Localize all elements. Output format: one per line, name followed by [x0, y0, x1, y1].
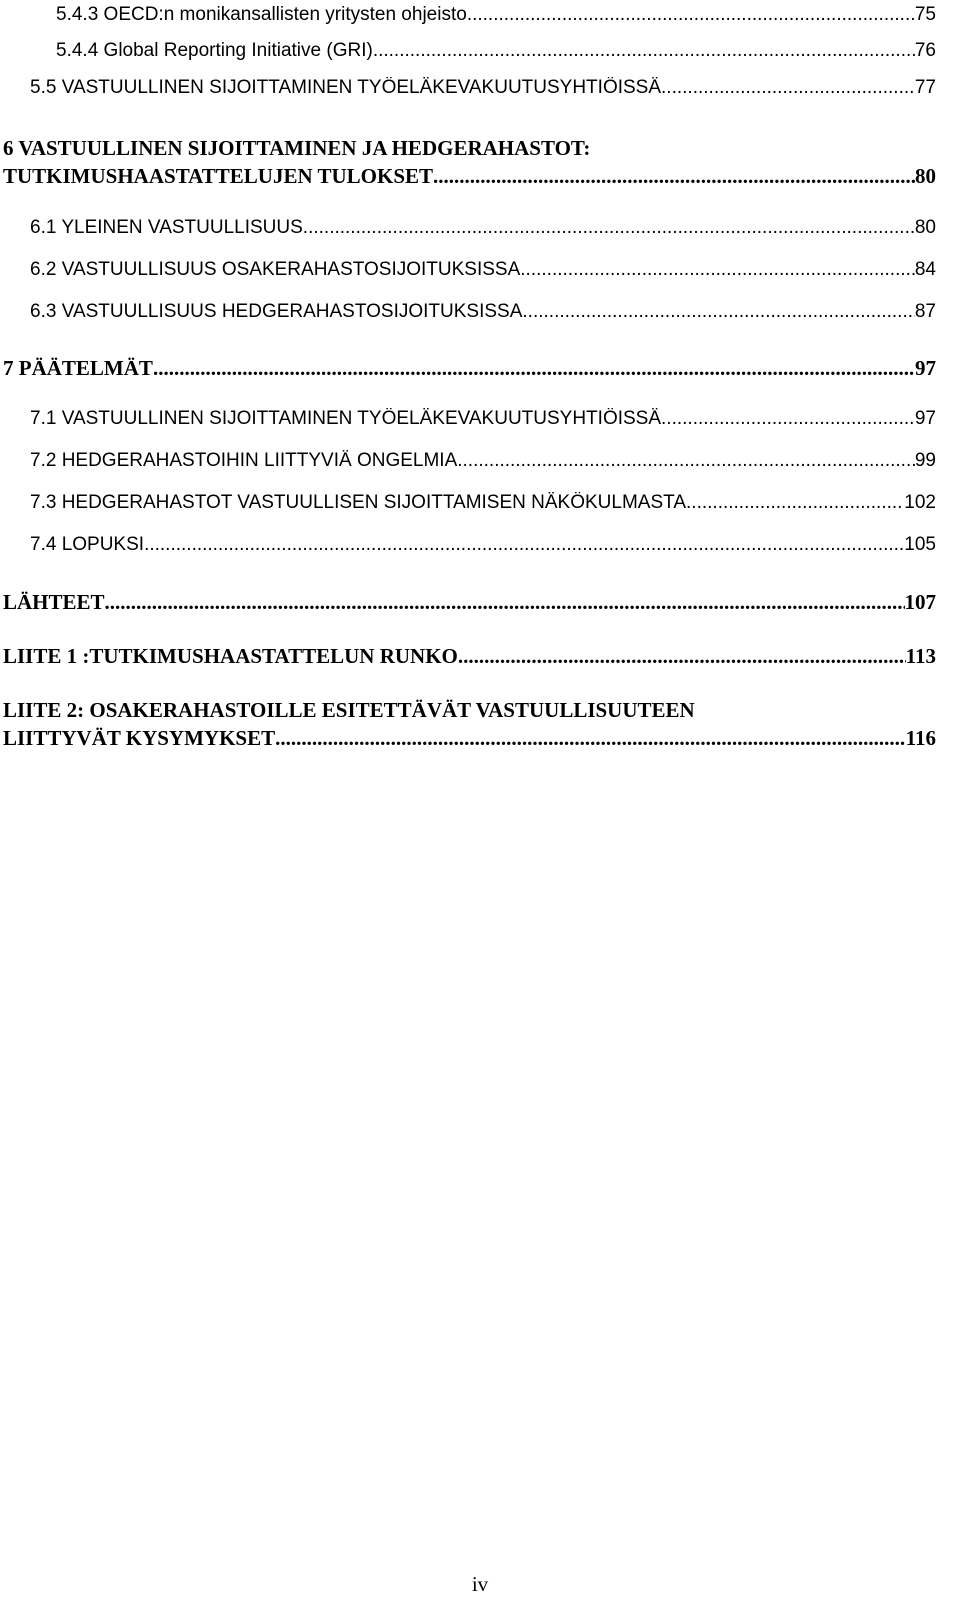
toc-entry-title: 5.4.4 Global Reporting Initiative (GRI): [56, 40, 373, 61]
toc-entry-page: 113: [905, 644, 936, 668]
toc-entry-6[interactable]: [3, 164, 936, 189]
toc-entry-liite-2[interactable]: [3, 726, 936, 751]
toc-entry-title: LÄHTEET: [3, 590, 105, 614]
toc-leader-dots: [520, 259, 915, 281]
toc-leader-dots: [457, 450, 915, 472]
toc-entry-page: 116: [905, 726, 936, 750]
toc-entry-6-2[interactable]: [30, 259, 936, 281]
toc-entry-title: 5.5 VASTUULLINEN SIJOITTAMINEN TYÖELÄKEVAKUUTUSYHTIÖISSÄ: [30, 77, 662, 98]
toc-leader-dots: [105, 590, 905, 615]
toc-entry-7[interactable]: [3, 356, 936, 381]
toc-entry-title: 6.2 VASTUULLISUUS OSAKERAHASTOSIJOITUKSISSA: [30, 259, 521, 280]
toc-entry-title: 7.2 HEDGERAHASTOIHIN LIITTYVIÄ ONGELMIA: [30, 450, 458, 471]
toc-entry-page: 107: [904, 590, 936, 614]
toc-entry-title: LIITE 1 :TUTKIMUSHAASTATTELUN RUNKO: [3, 644, 458, 668]
toc-leader-dots: [144, 534, 904, 556]
toc-entry-7-4[interactable]: [30, 534, 936, 556]
toc-entry-page: 77: [914, 77, 936, 98]
toc-leader-dots: [661, 77, 915, 99]
toc-chapter-6-title-line1: 6 VASTUULLINEN SIJOITTAMINEN JA HEDGERAHASTOT:: [3, 136, 591, 160]
toc-entry-page: 102: [904, 492, 936, 513]
toc-leader-dots: [467, 4, 915, 26]
toc-entry-title: 7.4 LOPUKSI: [30, 534, 145, 555]
toc-entry-liite-1[interactable]: [3, 644, 936, 669]
toc-leader-dots: [433, 164, 915, 189]
toc-entry-page: 99: [914, 450, 936, 471]
toc-entry-title: 7.1 VASTUULLINEN SIJOITTAMINEN TYÖELÄKEVAKUUTUSYHTIÖISSÄ: [30, 408, 662, 429]
toc-entry-5-4-4[interactable]: [56, 40, 936, 62]
toc-entry-7-3[interactable]: [30, 492, 936, 514]
toc-entry-page: 97: [915, 356, 936, 380]
toc-entry-title: LIITTYVÄT KYSYMYKSET: [3, 726, 276, 750]
toc-entry-7-2[interactable]: [30, 450, 936, 472]
toc-leader-dots: [661, 408, 915, 430]
toc-entry-page: 105: [904, 534, 936, 555]
toc-leader-dots: [522, 301, 914, 323]
toc-leader-dots: [458, 644, 906, 669]
toc-entry-title: 7 PÄÄTELMÄT: [3, 356, 153, 380]
toc-entry-page: 80: [914, 217, 936, 238]
toc-entry-title: 6.3 VASTUULLISUUS HEDGERAHASTOSIJOITUKSISSA: [30, 301, 523, 322]
toc-leader-dots: [303, 217, 915, 239]
toc-entry-title: 7.3 HEDGERAHASTOT VASTUULLISEN SIJOITTAMISEN NÄKÖKULMASTA: [30, 492, 687, 513]
toc-entry-title: TUTKIMUSHAASTATTELUJEN TULOKSET: [3, 164, 434, 188]
toc-leader-dots: [275, 726, 906, 751]
page-number: iv: [471, 1572, 489, 1596]
toc-leader-dots: [153, 356, 915, 381]
toc-entry-title: 5.4.3 OECD:n monikansallisten yritysten ohjeisto: [56, 4, 467, 25]
toc-entry-page: 76: [914, 40, 936, 61]
toc-entry-6-1[interactable]: [30, 217, 936, 239]
toc-entry-7-1[interactable]: [30, 408, 936, 430]
toc-entry-5-4-3[interactable]: [56, 4, 936, 26]
toc-entry-page: 97: [914, 408, 936, 429]
toc-entry-6-3[interactable]: [30, 301, 936, 323]
toc-entry-lahteet[interactable]: [3, 590, 936, 615]
toc-entry-page: 80: [915, 164, 936, 188]
toc-entry-page: 75: [914, 4, 936, 25]
toc-leader-dots: [373, 40, 915, 62]
toc-entry-title: 6.1 YLEINEN VASTUULLISUUS: [30, 217, 303, 238]
toc-entry-page: 84: [914, 259, 936, 280]
toc-liite-2-title-line1: LIITE 2: OSAKERAHASTOILLE ESITETTÄVÄT VASTUULLISUUTEEN: [3, 698, 695, 722]
toc-leader-dots: [686, 492, 904, 514]
toc-entry-page: 87: [914, 301, 936, 322]
toc-entry-5-5[interactable]: [30, 77, 936, 99]
